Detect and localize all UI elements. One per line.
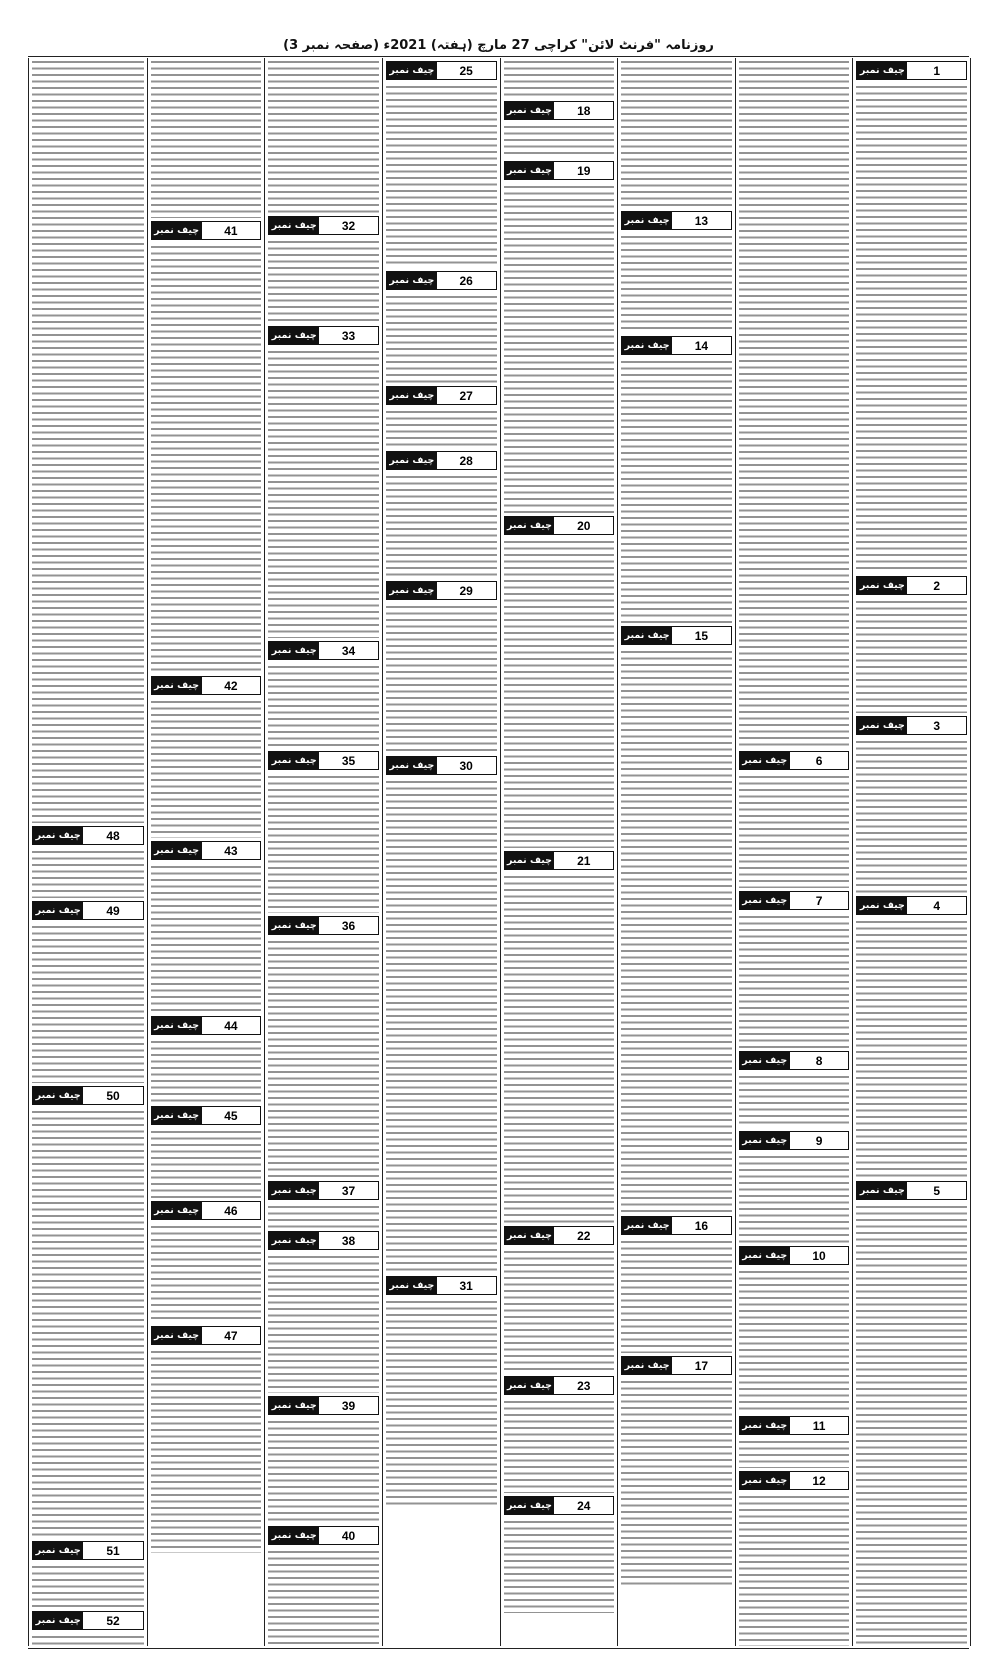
article-text <box>739 1493 850 1646</box>
article-lead <box>739 1246 850 1265</box>
lead-number: 27 <box>437 387 496 404</box>
lead-label: چیف نمبر <box>622 627 672 644</box>
lead-label: چیف نمبر <box>269 642 319 659</box>
lead-number: 22 <box>554 1227 613 1244</box>
article-lead <box>621 211 732 230</box>
article-block <box>151 676 262 838</box>
lead-label: چیف نمبر <box>622 1217 672 1234</box>
article-text <box>856 598 967 713</box>
article-block <box>151 58 262 218</box>
article-block <box>268 1396 379 1523</box>
article-lead <box>621 1216 732 1235</box>
page-header: روزنامہ "فرنٹ لائن" کراچی 27 مارچ (ہفتہ) 2021ء (صفحہ نمبر 3) <box>283 37 714 53</box>
article-block <box>386 386 497 448</box>
article-text <box>268 1548 379 1646</box>
lead-label: چیف نمبر <box>33 1087 83 1104</box>
article-lead <box>268 916 379 935</box>
lead-number: 7 <box>790 892 849 909</box>
article-block <box>386 451 497 578</box>
article-text <box>504 873 615 1223</box>
lead-number: 43 <box>202 842 261 859</box>
lead-label: چیف نمبر <box>857 62 907 79</box>
lead-number: 20 <box>554 517 613 534</box>
article-text <box>739 1438 850 1468</box>
article-lead <box>151 676 262 695</box>
lead-number: 28 <box>437 452 496 469</box>
article-text <box>856 738 967 893</box>
article-lead <box>151 841 262 860</box>
article-block <box>739 1246 850 1413</box>
article-lead <box>739 1131 850 1150</box>
article-block <box>739 58 850 748</box>
article-text <box>268 238 379 323</box>
lead-label: چیف نمبر <box>269 1232 319 1249</box>
article-lead <box>268 1526 379 1545</box>
lead-label: چیف نمبر <box>33 827 83 844</box>
article-lead <box>504 161 615 180</box>
lead-label: چیف نمبر <box>740 1417 790 1434</box>
article-text <box>739 1268 850 1413</box>
article-text <box>386 408 497 448</box>
lead-label: چیف نمبر <box>269 917 319 934</box>
article-block <box>856 61 967 573</box>
article-lead <box>504 1376 615 1395</box>
article-text <box>32 848 144 898</box>
lead-number: 36 <box>319 917 378 934</box>
lead-label: چیف نمبر <box>857 1182 907 1199</box>
lead-number: 48 <box>83 827 142 844</box>
lead-number: 9 <box>790 1132 849 1149</box>
lead-label: چیف نمبر <box>505 162 555 179</box>
article-text <box>151 1223 262 1323</box>
lead-number: 33 <box>319 327 378 344</box>
article-text <box>386 83 497 268</box>
lead-label: چیف نمبر <box>622 212 672 229</box>
lead-number: 47 <box>202 1327 261 1344</box>
lead-label: چیف نمبر <box>740 1052 790 1069</box>
article-lead <box>739 1051 850 1070</box>
article-block <box>739 1471 850 1646</box>
article-lead <box>386 581 497 600</box>
lead-number: 31 <box>437 1277 496 1294</box>
lead-label: چیف نمبر <box>387 757 437 774</box>
article-text <box>32 58 144 823</box>
article-text <box>268 58 379 213</box>
column-3 <box>617 58 735 1646</box>
article-text <box>32 1633 144 1646</box>
article-lead <box>621 626 732 645</box>
article-lead <box>151 1106 262 1125</box>
article-block <box>151 1106 262 1198</box>
article-block <box>504 1226 615 1373</box>
article-text <box>268 663 379 748</box>
article-block <box>504 1376 615 1493</box>
article-block <box>151 841 262 1013</box>
article-lead <box>504 851 615 870</box>
article-block <box>268 916 379 1178</box>
lead-number: 46 <box>202 1202 261 1219</box>
article-text <box>32 1563 144 1608</box>
lead-label: چیف نمبر <box>740 1247 790 1264</box>
lead-number: 11 <box>790 1417 849 1434</box>
article-block <box>32 901 144 1083</box>
lead-number: 17 <box>672 1357 731 1374</box>
article-text <box>504 538 615 848</box>
footer-rule <box>28 1648 969 1649</box>
article-text <box>151 243 262 673</box>
article-lead <box>268 1181 379 1200</box>
lead-label: چیف نمبر <box>740 1132 790 1149</box>
article-block <box>504 161 615 513</box>
article-text <box>856 1203 967 1646</box>
lead-label: چیف نمبر <box>387 272 437 289</box>
lead-label: چیف نمبر <box>33 1542 83 1559</box>
article-block <box>739 1051 850 1128</box>
lead-label: چیف نمبر <box>152 1107 202 1124</box>
lead-number: 24 <box>554 1497 613 1514</box>
article-text <box>151 58 262 218</box>
column-2 <box>735 58 853 1646</box>
article-text <box>151 1348 262 1553</box>
lead-label: چیف نمبر <box>505 517 555 534</box>
article-block <box>268 1526 379 1646</box>
article-text <box>386 473 497 578</box>
article-text <box>504 1398 615 1493</box>
article-lead <box>504 1226 615 1245</box>
lead-label: چیف نمبر <box>269 1527 319 1544</box>
lead-label: چیف نمبر <box>152 1202 202 1219</box>
article-text <box>504 183 615 513</box>
column-1 <box>852 58 970 1646</box>
lead-number: 6 <box>790 752 849 769</box>
column-8 <box>29 58 147 1646</box>
lead-label: چیف نمبر <box>269 217 319 234</box>
article-lead <box>621 336 732 355</box>
lead-number: 26 <box>437 272 496 289</box>
article-text <box>856 918 967 1178</box>
lead-number: 14 <box>672 337 731 354</box>
lead-label: چیف نمبر <box>622 1357 672 1374</box>
article-block <box>504 58 615 98</box>
article-text <box>504 123 615 158</box>
article-text <box>504 1518 615 1613</box>
article-block <box>32 1086 144 1538</box>
lead-label: چیف نمبر <box>622 337 672 354</box>
lead-label: چیف نمبر <box>387 387 437 404</box>
article-lead <box>268 326 379 345</box>
lead-label: چیف نمبر <box>740 1472 790 1489</box>
column-7 <box>147 58 265 1646</box>
lead-label: چیف نمبر <box>505 1497 555 1514</box>
article-block <box>151 221 262 673</box>
lead-label: چیف نمبر <box>857 897 907 914</box>
article-lead <box>151 1326 262 1345</box>
article-lead <box>386 386 497 405</box>
article-text <box>268 938 379 1178</box>
lead-number: 41 <box>202 222 261 239</box>
article-lead <box>151 1016 262 1035</box>
article-block <box>621 211 732 333</box>
article-block <box>268 1181 379 1228</box>
article-block <box>32 58 144 823</box>
article-lead <box>32 1611 144 1630</box>
article-block <box>268 58 379 213</box>
lead-label: چیف نمبر <box>505 852 555 869</box>
article-text <box>621 1378 732 1588</box>
article-text <box>386 293 497 383</box>
article-block <box>268 216 379 323</box>
article-text <box>386 1298 497 1508</box>
article-text <box>268 1418 379 1523</box>
article-text <box>151 698 262 838</box>
lead-number: 10 <box>790 1247 849 1264</box>
article-block <box>386 1276 497 1508</box>
lead-number: 4 <box>907 897 966 914</box>
article-text <box>268 1253 379 1393</box>
lead-label: چیف نمبر <box>857 577 907 594</box>
lead-number: 35 <box>319 752 378 769</box>
lead-label: چیف نمبر <box>740 892 790 909</box>
article-text <box>856 83 967 573</box>
article-text <box>151 863 262 1013</box>
article-lead <box>386 271 497 290</box>
article-text <box>739 773 850 888</box>
lead-label: چیف نمبر <box>740 752 790 769</box>
article-block <box>268 1231 379 1393</box>
article-text <box>32 923 144 1083</box>
lead-number: 25 <box>437 62 496 79</box>
article-text <box>151 1038 262 1103</box>
article-block <box>856 576 967 713</box>
lead-label: چیف نمبر <box>269 327 319 344</box>
lead-number: 23 <box>554 1377 613 1394</box>
lead-number: 2 <box>907 577 966 594</box>
article-text <box>268 1203 379 1228</box>
lead-number: 5 <box>907 1182 966 1199</box>
article-lead <box>856 576 967 595</box>
lead-number: 50 <box>83 1087 142 1104</box>
article-block <box>504 1496 615 1613</box>
article-lead <box>856 61 967 80</box>
article-text <box>621 1238 732 1353</box>
article-block <box>151 1326 262 1553</box>
article-lead <box>32 1086 144 1105</box>
article-text <box>386 603 497 753</box>
article-lead <box>504 516 615 535</box>
lead-label: چیف نمبر <box>152 677 202 694</box>
lead-number: 1 <box>907 62 966 79</box>
article-text <box>386 778 497 1273</box>
article-text <box>739 1073 850 1128</box>
lead-number: 30 <box>437 757 496 774</box>
lead-label: چیف نمبر <box>387 62 437 79</box>
article-text <box>504 1248 615 1373</box>
article-lead <box>856 896 967 915</box>
article-text <box>621 648 732 1213</box>
article-block <box>268 751 379 913</box>
lead-number: 34 <box>319 642 378 659</box>
article-text <box>32 1108 144 1538</box>
article-lead <box>386 756 497 775</box>
lead-label: چیف نمبر <box>152 1017 202 1034</box>
lead-number: 29 <box>437 582 496 599</box>
lead-number: 3 <box>907 717 966 734</box>
article-block <box>32 826 144 898</box>
lead-label: چیف نمبر <box>505 102 555 119</box>
lead-number: 49 <box>83 902 142 919</box>
article-lead <box>504 1496 615 1515</box>
article-block <box>504 516 615 848</box>
lead-number: 51 <box>83 1542 142 1559</box>
article-lead <box>504 101 615 120</box>
lead-number: 40 <box>319 1527 378 1544</box>
article-text <box>739 58 850 748</box>
article-lead <box>739 751 850 770</box>
lead-number: 38 <box>319 1232 378 1249</box>
article-lead <box>268 216 379 235</box>
lead-label: چیف نمبر <box>387 1277 437 1294</box>
article-block <box>386 756 497 1273</box>
lead-label: چیف نمبر <box>152 1327 202 1344</box>
lead-label: چیف نمبر <box>152 842 202 859</box>
article-lead <box>151 221 262 240</box>
article-lead <box>386 451 497 470</box>
article-text <box>739 913 850 1048</box>
lead-label: چیف نمبر <box>505 1377 555 1394</box>
article-block <box>151 1201 262 1323</box>
lead-label: چیف نمبر <box>505 1227 555 1244</box>
article-block <box>856 1181 967 1646</box>
column-6 <box>264 58 382 1646</box>
article-lead <box>856 716 967 735</box>
lead-number: 16 <box>672 1217 731 1234</box>
lead-number: 39 <box>319 1397 378 1414</box>
article-block <box>621 58 732 208</box>
article-text <box>504 58 615 98</box>
article-block <box>621 336 732 623</box>
lead-number: 12 <box>790 1472 849 1489</box>
article-block <box>739 891 850 1048</box>
article-block <box>739 1416 850 1468</box>
article-block <box>621 1216 732 1353</box>
article-block <box>386 271 497 383</box>
article-block <box>504 851 615 1223</box>
article-block <box>386 581 497 753</box>
article-text <box>621 358 732 623</box>
article-block <box>151 1016 262 1103</box>
article-block <box>32 1541 144 1608</box>
article-block <box>739 1131 850 1243</box>
lead-label: چیف نمبر <box>33 1612 83 1629</box>
lead-label: چیف نمبر <box>857 717 907 734</box>
article-block <box>32 1611 144 1646</box>
article-lead <box>151 1201 262 1220</box>
article-lead <box>32 901 144 920</box>
lead-number: 32 <box>319 217 378 234</box>
article-lead <box>386 1276 497 1295</box>
article-block <box>739 751 850 888</box>
article-block <box>268 641 379 748</box>
article-lead <box>32 826 144 845</box>
lead-number: 42 <box>202 677 261 694</box>
lead-number: 19 <box>554 162 613 179</box>
article-text <box>268 773 379 913</box>
article-text <box>151 1128 262 1198</box>
article-block <box>856 716 967 893</box>
article-block <box>268 326 379 638</box>
lead-number: 15 <box>672 627 731 644</box>
article-block <box>386 61 497 268</box>
article-lead <box>268 641 379 660</box>
article-lead <box>856 1181 967 1200</box>
lead-number: 13 <box>672 212 731 229</box>
article-lead <box>268 1231 379 1250</box>
article-text <box>621 233 732 333</box>
column-5 <box>382 58 500 1646</box>
article-lead <box>739 1471 850 1490</box>
lead-label: چیف نمبر <box>269 752 319 769</box>
columns-grid <box>28 58 971 1646</box>
article-text <box>268 348 379 638</box>
lead-number: 21 <box>554 852 613 869</box>
article-text <box>739 1153 850 1243</box>
article-text <box>621 58 732 208</box>
article-lead <box>386 61 497 80</box>
lead-label: چیف نمبر <box>269 1397 319 1414</box>
lead-number: 52 <box>83 1612 142 1629</box>
article-lead <box>268 1396 379 1415</box>
lead-label: چیف نمبر <box>269 1182 319 1199</box>
column-4 <box>500 58 618 1646</box>
article-lead <box>621 1356 732 1375</box>
lead-label: چیف نمبر <box>33 902 83 919</box>
article-block <box>621 626 732 1213</box>
lead-number: 18 <box>554 102 613 119</box>
lead-number: 8 <box>790 1052 849 1069</box>
article-block <box>856 896 967 1178</box>
lead-label: چیف نمبر <box>387 452 437 469</box>
lead-label: چیف نمبر <box>152 222 202 239</box>
article-lead <box>32 1541 144 1560</box>
article-block <box>621 1356 732 1588</box>
article-lead <box>268 751 379 770</box>
article-block <box>504 101 615 158</box>
article-lead <box>739 891 850 910</box>
lead-number: 44 <box>202 1017 261 1034</box>
lead-number: 37 <box>319 1182 378 1199</box>
article-lead <box>739 1416 850 1435</box>
header-rule <box>28 56 969 57</box>
lead-number: 45 <box>202 1107 261 1124</box>
lead-label: چیف نمبر <box>387 582 437 599</box>
